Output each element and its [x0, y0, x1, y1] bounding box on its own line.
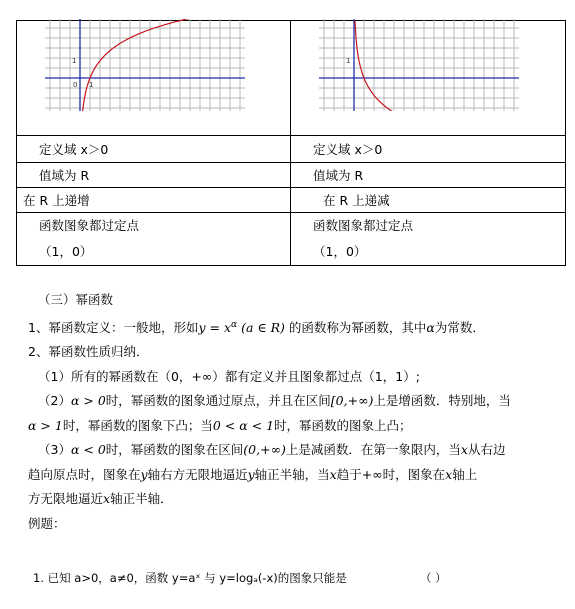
- graph-label-one-r: 1: [346, 57, 351, 65]
- power-function-section: [28, 288, 568, 536]
- left-fixed-point-line1: 函数图象都过定点: [39, 218, 140, 233]
- property-3-line3: 方无限地逼近x轴正半轴．: [28, 491, 173, 507]
- right-fixed-point-line1: 函数图象都过定点: [313, 218, 414, 233]
- answer-blank: （ ）: [420, 571, 447, 585]
- property-3-line1: （3）α < 0时，幂函数的图象在区间(0,+∞)上是减函数．在第一象限内，当x从右边: [38, 442, 506, 458]
- graph-label-one-x: 1: [89, 81, 94, 89]
- properties-title: 2、幂函数性质归纳．: [28, 344, 149, 360]
- left-range: 值域为 R: [17, 163, 291, 188]
- right-range: 值域为 R: [291, 163, 566, 188]
- left-fixed-point-line2: （1，0）: [39, 244, 93, 259]
- increasing-log-graph-cell: [17, 21, 291, 136]
- right-domain: 定义域 x＞0: [291, 136, 566, 163]
- left-monotonicity: 在 R 上递增: [17, 188, 291, 213]
- power-definition: 1、幂函数定义：一般地，形如$y = x^\alpha$ (a ∈ R) 的函数称为幂函数，其中α为常数．: [28, 319, 485, 335]
- example-question: 1. 已知 a>0，a≠0，函数 y=aˣ 与 y=logₐ(-x)的图象只能是: [33, 571, 347, 585]
- log-function-properties-table: [16, 20, 566, 266]
- decreasing-log-curve: [355, 21, 400, 111]
- graph-label-zero: 0: [73, 81, 78, 89]
- example-label: 例题：: [28, 515, 66, 531]
- increasing-log-graph: [45, 19, 245, 111]
- decreasing-log-graph: [319, 19, 519, 111]
- right-fixed-point: [291, 213, 566, 266]
- decreasing-log-graph-cell: [291, 21, 566, 136]
- increasing-log-curve: [83, 19, 210, 111]
- section-heading: （三）幂函数: [38, 292, 114, 307]
- right-monotonicity: 在 R 上递减: [291, 188, 566, 213]
- right-fixed-point-line2: （1，0）: [313, 244, 367, 259]
- graph-label-one: 1: [72, 57, 77, 65]
- left-domain: 定义域 x＞0: [17, 136, 291, 163]
- property-2-line1: （2）α > 0时，幂函数的图象通过原点，并且在区间[0,+∞)上是增函数．特别地，当: [38, 393, 511, 409]
- property-3-line2: 趋向原点时，图象在y轴右方无限地逼近y轴正半轴，当x趋于+∞时，图象在x轴上: [28, 466, 478, 482]
- left-fixed-point: [17, 213, 291, 266]
- property-2-line2: α > 1时，幂函数的图象下凸；当0 < α < 1时，幂函数的图象上凸；: [28, 417, 412, 433]
- property-1: （1）所有的幂函数在（0，+∞）都有定义并且图象都过点（1，1）;: [38, 368, 420, 384]
